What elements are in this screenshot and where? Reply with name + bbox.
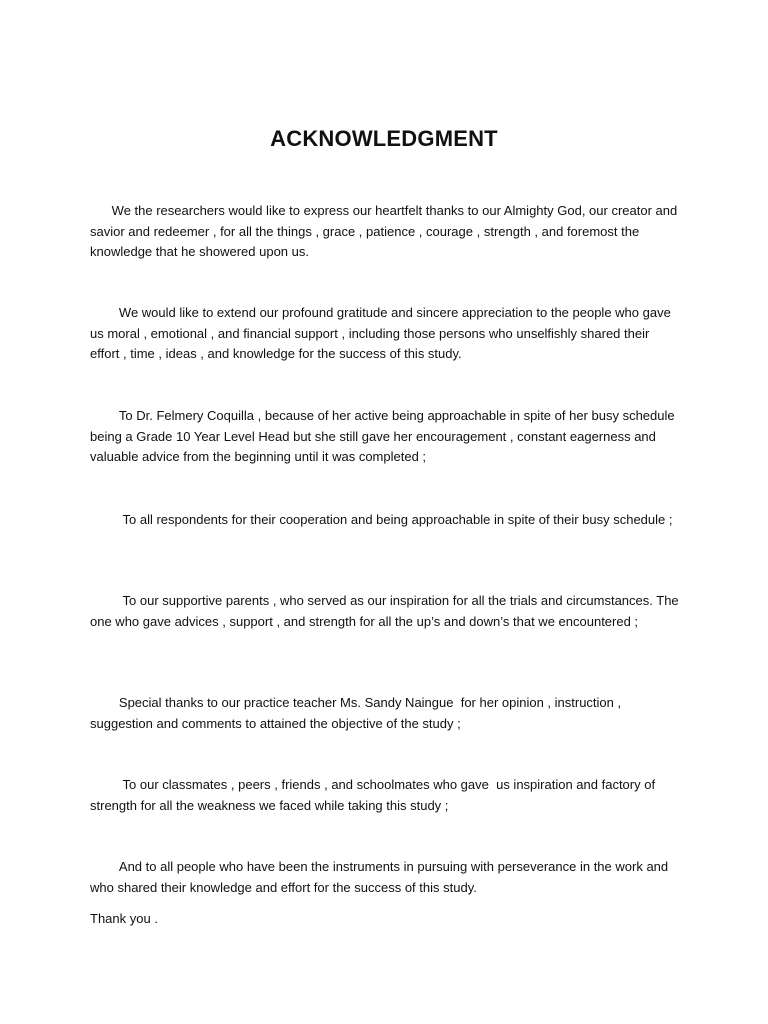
paragraph-gratitude-supporters: We would like to extend our profound gratitude and sincere appreciation to the people who gave us moral , emotional , and financial support , including those persons who unselfishly shared their effort , time , ideas , and knowledge for the success of this study. [90,305,675,362]
paragraph-dr-coquilla: To Dr. Felmery Coquilla , because of her active being approachable in spite of her busy schedule being a Grade 10 Year Level Head but she still gave her encouragement , constant eagerness and valuable advice from the beginning until it was completed ; [90,408,679,465]
paragraph-practice-teacher: Special thanks to our practice teacher Ms. Sandy Naingue for her opinion , instruction , suggestion and comments to attained the objective of the study ; [90,695,625,731]
paragraph-classmates: To our classmates , peers , friends , and schoolmates who gave us inspiration and factory of strength for all the weakness we faced while taking this study ; [90,777,659,813]
paragraph-all-people: And to all people who have been the instruments in pursuing with perseverance in the work and who shared their knowledge and effort for the success of this study. [90,859,672,895]
paragraph-parents: To our supportive parents , who served as our inspiration for all the trials and circumstances. The one who gave advices , support , and strength for all the up’s and down’s that we encountered ; [90,593,683,629]
paragraph-respondents: To all respondents for their cooperation and being approachable in spite of their busy schedule ; [90,512,673,527]
closing-line: Thank you . [90,911,158,926]
page-title: ACKNOWLEDGMENT [270,126,498,151]
paragraph-thanks-god: We the researchers would like to express our heartfelt thanks to our Almighty God, our creator and savior and redeemer , for all the things , grace , patience , courage , strength , and foremost the knowledge that he showered upon us. [90,203,681,260]
